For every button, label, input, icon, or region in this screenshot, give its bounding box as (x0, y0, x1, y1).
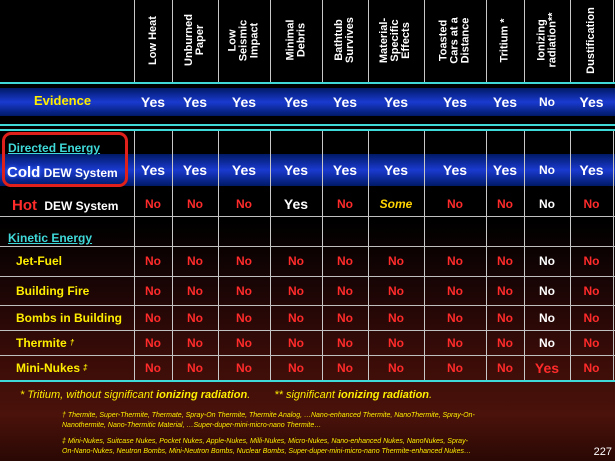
hot-tag: Hot (12, 197, 37, 214)
value-cell: No (236, 360, 252, 375)
column-header-line: Distance (459, 17, 472, 63)
value-cell: Yes (383, 94, 409, 110)
column-header (424, 0, 486, 80)
value-cell: No (337, 310, 353, 325)
kinetic-row-label-text: Building Fire (16, 283, 90, 298)
column-header-label (536, 12, 558, 67)
column-header-line: Effects (400, 21, 413, 59)
note-tritium-em: ionizing radiation (156, 389, 248, 401)
value-cell: Yes (492, 162, 518, 178)
note-radiation-em: ionizing radiation (337, 389, 430, 401)
value-cell: No (145, 254, 161, 268)
column-header-label (586, 7, 597, 74)
value-cell: Yes (231, 162, 257, 178)
value-cell: No (447, 335, 463, 350)
value-cell: No (447, 197, 463, 211)
value-cell: No (447, 360, 463, 375)
value-cell: Yes (332, 162, 358, 178)
column-header-label (380, 17, 413, 62)
value-cell: No (236, 310, 252, 325)
cyan-rule (0, 380, 615, 382)
value-cell: Yes (442, 162, 468, 178)
footnote-thermite (62, 411, 475, 431)
value-cell: No (447, 254, 463, 268)
value-cell: Yes (579, 162, 604, 178)
column-divider (613, 0, 614, 84)
value-cell: Yes (534, 359, 560, 376)
note-tritium-end: . (247, 389, 251, 401)
value-cell: No (288, 310, 304, 325)
value-cell: No (145, 310, 161, 325)
kinetic-row-label (16, 330, 74, 355)
column-header (134, 0, 172, 80)
value-cell: Yes (140, 94, 166, 110)
column-header (270, 0, 322, 80)
kinetic-row-label-text: Mini-Nukes (16, 360, 81, 375)
footnote-mark: † (69, 338, 75, 347)
page-number: 227 (593, 446, 612, 458)
value-cell: No (497, 310, 513, 325)
value-cell: No (288, 254, 304, 268)
value-cell: No (388, 310, 404, 325)
column-header-label (500, 18, 511, 62)
cold-tag: Cold (7, 164, 41, 181)
column-header-line: Minimal (283, 19, 296, 61)
footnote-thermite-line-1: † Thermite, Super-Thermite, Thermate, Spray-On Thermite, Thermite Analog, …Nano-enhanced Thermite, NanoThermite, Spray-On- (62, 412, 475, 419)
column-header-line: radiation** (546, 12, 559, 68)
column-header-line: Paper (194, 24, 207, 56)
column-header-line: Debris (294, 22, 307, 58)
cold-dew-label (7, 164, 118, 181)
value-cell: No (187, 283, 203, 298)
column-header-line: Dustification (585, 6, 597, 74)
value-cell: No (583, 254, 600, 268)
kinetic-row-label (16, 246, 62, 276)
value-cell: No (583, 335, 600, 350)
column-header-line: Low (226, 29, 239, 51)
value-cell: No (187, 254, 203, 268)
value-cell: No (539, 283, 555, 298)
kinetic-row-label (16, 276, 89, 305)
column-header-line: Impact (248, 22, 261, 58)
footnote-mark: ‡ (83, 363, 88, 372)
value-cell: No (288, 283, 304, 298)
value-cell: Yes (182, 94, 208, 110)
value-cell: No (539, 254, 555, 268)
value-cell: No (583, 197, 600, 211)
column-header-label (228, 19, 261, 61)
value-cell: No (337, 335, 353, 350)
notes-line (20, 389, 432, 401)
kinetic-row-label (16, 305, 122, 330)
evidence-label: Evidence (34, 93, 92, 108)
column-header-label (334, 17, 356, 63)
kinetic-row-label-text: Bombs in Building (16, 310, 122, 325)
footnote-nukes-line-2: On-Nano-Nukes, Neutron Bombs, Mini-Neutron Bombs, Nuclear Bombs, Super-duper-mini-micro-nano Thermite-enhanced Nukes… (62, 448, 472, 455)
footnote-nukes (62, 437, 471, 457)
value-cell: No (145, 360, 161, 375)
value-cell: No (447, 310, 463, 325)
value-cell: No (583, 283, 600, 298)
value-cell: No (539, 197, 555, 211)
column-header-line: Specific (389, 18, 402, 62)
value-cell: No (236, 283, 252, 298)
kinetic-row-label (16, 355, 87, 380)
value-cell: Yes (283, 196, 309, 212)
column-header-line: Low Heat (146, 15, 159, 65)
value-cell: No (187, 310, 203, 325)
value-cell: No (288, 360, 304, 375)
column-header (172, 0, 218, 80)
column-header (322, 0, 368, 80)
value-cell: No (236, 254, 252, 268)
value-cell: Yes (231, 94, 257, 110)
value-cell: No (388, 283, 404, 298)
value-cell: No (145, 283, 161, 298)
value-cell: No (539, 310, 555, 325)
column-header-line: Unburned (183, 14, 196, 66)
column-header (570, 0, 613, 80)
value-cell: No (337, 254, 353, 268)
cyan-rule (0, 129, 615, 131)
column-header-line: Seismic (237, 19, 250, 61)
column-header-label (184, 14, 206, 66)
value-cell: No (337, 197, 353, 211)
column-header-line: Material- (378, 17, 391, 63)
directed-energy-heading: Directed Energy (8, 141, 101, 155)
value-cell: No (337, 360, 353, 375)
value-cell: No (388, 335, 404, 350)
kinetic-energy-heading: Kinetic Energy (8, 231, 93, 245)
column-header-label (438, 17, 471, 63)
value-cell: No (539, 335, 555, 350)
value-cell: No (497, 335, 513, 350)
value-cell: No (583, 310, 600, 325)
value-cell: No (583, 360, 600, 375)
value-cell: No (539, 95, 555, 109)
hot-dew-text: DEW System (44, 199, 119, 213)
column-header-line: Ionizing (535, 19, 548, 61)
value-cell: Yes (442, 94, 468, 110)
value-cell: No (388, 360, 404, 375)
value-cell: No (497, 283, 513, 298)
value-cell: Yes (332, 94, 358, 110)
value-cell: No (539, 163, 555, 177)
note-radiation: ** significant (274, 389, 338, 401)
value-cell: No (337, 283, 353, 298)
note-tritium: * Tritium, without significant (20, 389, 157, 401)
value-cell: No (145, 197, 161, 211)
note-radiation-end: . (429, 389, 433, 401)
footnote-thermite-line-2: Nanothermite, Nano-Thermitic Material, …Super-duper-mini-micro-nano Thermite… (62, 422, 322, 429)
value-cell: No (145, 335, 161, 350)
value-cell: Yes (283, 162, 309, 178)
value-cell: Yes (579, 94, 604, 110)
value-cell: No (236, 335, 252, 350)
cyan-rule (0, 82, 615, 84)
value-cell: Some (379, 197, 413, 211)
value-cell: No (236, 197, 252, 211)
value-cell: No (187, 197, 203, 211)
value-cell: Yes (182, 162, 208, 178)
column-header (218, 0, 270, 80)
column-header (486, 0, 524, 80)
value-cell: No (447, 283, 463, 298)
column-header (524, 0, 570, 80)
column-divider (613, 129, 614, 381)
column-header-line: Tritium * (498, 17, 511, 63)
column-header-line: Survives (344, 17, 356, 63)
column-header-line: Bathtub (333, 19, 345, 61)
column-header-line: Cars at a (448, 16, 461, 64)
value-cell: No (497, 360, 513, 375)
value-cell: No (187, 335, 203, 350)
hot-dew-label (12, 197, 118, 214)
kinetic-row-label-text: Jet-Fuel (16, 254, 63, 268)
value-cell: Yes (383, 162, 409, 178)
value-cell: No (497, 197, 513, 211)
column-header-label (148, 16, 159, 65)
value-cell: Yes (492, 94, 518, 110)
value-cell: No (388, 254, 404, 268)
value-cell: Yes (140, 162, 166, 178)
value-cell: No (497, 254, 513, 268)
value-cell: No (187, 360, 203, 375)
column-header-line: Toasted (437, 19, 450, 61)
value-cell: Yes (283, 94, 309, 110)
column-header (368, 0, 424, 80)
footnote-nukes-line-1: ‡ Mini-Nukes, Suitcase Nukes, Pocket Nukes, Apple-Nukes, Milli-Nukes, Micro-Nukes, Nano-enhanced Nukes, NanoNukes, Spray- (62, 438, 468, 445)
column-header-label (285, 20, 307, 61)
kinetic-row-label-text: Thermite (16, 335, 67, 350)
value-cell: No (288, 335, 304, 350)
cyan-rule (0, 124, 615, 126)
cold-dew-text: DEW System (43, 166, 118, 180)
